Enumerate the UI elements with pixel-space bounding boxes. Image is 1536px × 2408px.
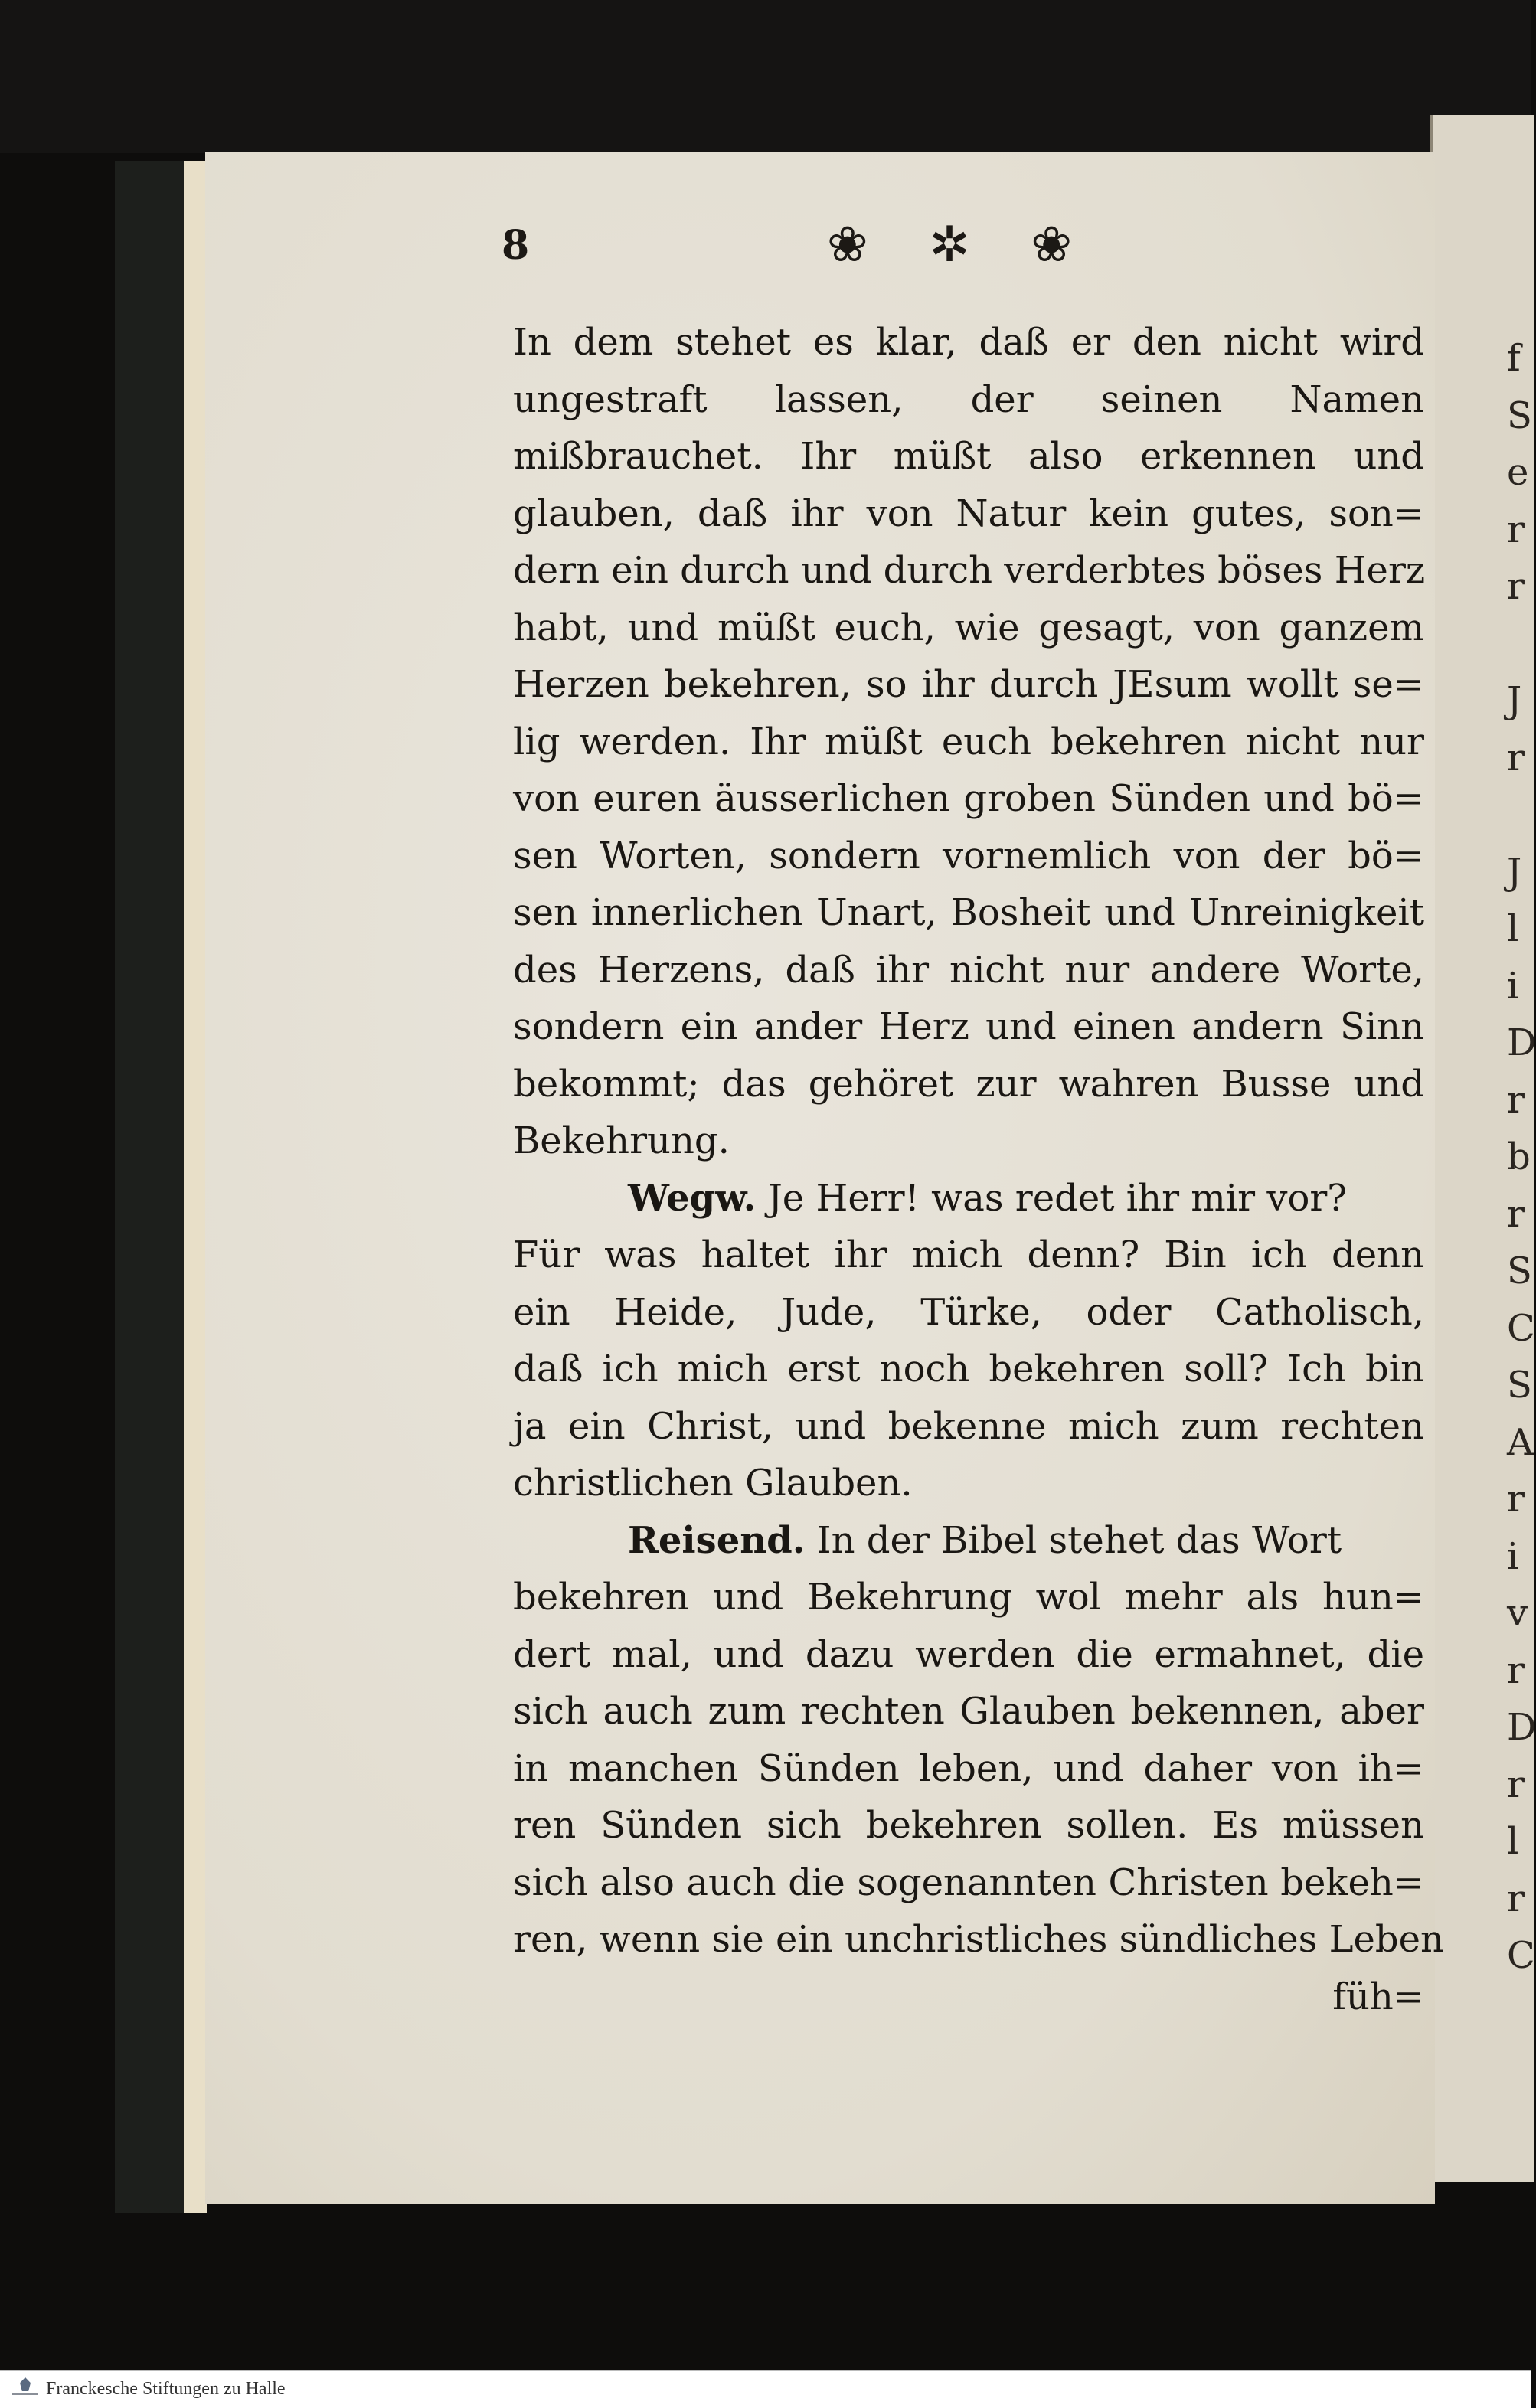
facing-page-letter: S [1507,394,1532,437]
speaker-label: Wegw. [628,1176,757,1220]
line-text: sondern ein ander Herz und einen andern Sinn [513,1005,1424,1048]
text-line [513,828,1424,885]
text-line [513,314,1424,371]
text-line [513,1626,1424,1684]
footer-credit: Franckesche Stiftungen zu Halle [46,2379,286,2399]
facing-page-letter: f [1507,337,1521,380]
text-line [513,542,1424,600]
line-text: daß ich mich erst noch bekehren soll? Ich bin [513,1348,1424,1390]
line-text: des Herzens, daß ihr nicht nur andere Worte, [513,948,1424,992]
text-line [513,998,1424,1056]
line-text: Bekehrung. [513,1119,730,1162]
star-ornament-icon: ✲ [929,217,970,273]
text-line [513,600,1424,657]
text-line [513,1512,1424,1570]
line-text: ein Heide, Jude, Türke, oder Catholisch, [513,1290,1424,1334]
flower-ornament-icon: ❀ [1031,217,1072,273]
facing-page-letter: S [1507,1364,1532,1407]
line-text: ren, wenn sie ein unchristliches sündliches Leben [513,1918,1444,1961]
line-text: füh= [1332,1975,1424,2018]
line-text: sich auch zum rechten Glauben bekennen, aber [513,1690,1424,1733]
facing-page-letter: S [1507,1250,1532,1292]
endpaper-edge [184,161,207,2213]
line-text: sich also auch die sogenannten Christen bekeh= [513,1861,1424,1904]
facing-page-letter: A [1507,1420,1534,1464]
text-line [513,1911,1444,1969]
text-line [513,1797,1424,1854]
facing-page-letter: l [1507,907,1519,950]
text-line [513,884,1424,942]
text-line [513,714,1424,771]
line-text: ren Sünden sich bekehren sollen. Es müssen [513,1804,1424,1847]
text-line [513,1969,1424,2026]
facing-page-letter: r [1507,508,1525,551]
facing-page-letter: D [1507,1706,1536,1749]
line-text: christlichen Glauben. [513,1462,913,1505]
line-text: dern ein durch und durch verderbtes böses Herz [513,549,1426,592]
facing-page-letter: r [1507,1877,1525,1920]
facing-page-letter: D [1507,1021,1536,1064]
facing-page-letter: J [1507,850,1522,894]
line-text: ja ein Christ, und bekenne mich zum rechten [513,1404,1424,1448]
text-line [513,1683,1424,1740]
facing-page-letter: r [1507,1478,1525,1521]
facing-page-letter: r [1507,1648,1525,1692]
line-text: Für was haltet ihr mich denn? Bin ich denn [513,1233,1424,1276]
header-ornament [827,214,1072,276]
line-text: In der Bibel stehet das Wort [816,1518,1342,1562]
line-text: dert mal, und dazu werden die ermahnet, die [513,1632,1424,1676]
text-line [513,942,1424,999]
facing-page-letter: C [1507,1934,1535,1977]
speaker-label: Reisend. [628,1518,806,1562]
text-line [513,1056,1424,1113]
line-text: glauben, daß ihr von Natur kein gutes, son= [513,492,1424,535]
text-line [513,428,1424,485]
facing-page-letter: i [1507,964,1519,1008]
facing-page-letter: i [1507,1534,1519,1578]
line-text: bekommt; das gehöret zur wahren Busse und [513,1062,1424,1106]
line-text: ungestraft lassen, der seinen Namen [513,377,1424,421]
text-line [513,485,1424,543]
facing-page-letter: e [1507,451,1529,494]
facing-page-letter: r [1507,736,1525,779]
line-text: bekehren und Bekehrung wol mehr als hun= [513,1576,1424,1619]
line-text: von euren äusserlichen groben Sünden und bö= [513,777,1424,820]
text-line [513,1740,1424,1798]
line-text: sen Worten, sondern vornemlich von der bö= [513,834,1424,877]
line-text: Je Herr! was redet ihr mir vor? [767,1176,1348,1220]
text-line [513,1398,1424,1456]
facing-page-letter: r [1507,1763,1525,1806]
text-line [513,1170,1424,1227]
flower-ornament-icon: ❀ [827,217,868,273]
institution-logo-icon [11,2377,40,2402]
text-line [513,1113,1424,1170]
line-text: sen innerlichen Unart, Bosheit und Unreinigkeit [513,891,1424,934]
facing-page-letter: r [1507,1078,1525,1122]
line-text: In dem stehet es klar, daß er den nicht wird [513,321,1424,364]
text-line [513,1455,1424,1512]
facing-page-letter: l [1507,1820,1519,1863]
facing-page-letter: v [1507,1592,1528,1635]
text-line [513,371,1424,429]
text-line [513,1341,1424,1398]
line-text: habt, und müßt euch, wie gesagt, von ganzem [513,606,1424,649]
text-line [513,656,1424,714]
facing-page-letter: b [1507,1135,1531,1178]
facing-page-letter: r [1507,1192,1525,1236]
text-line [513,770,1424,828]
facing-page-letter: J [1507,679,1522,722]
line-text: lig werden. Ihr müßt euch bekehren nicht nur [513,720,1424,763]
line-text: Herzen bekehren, so ihr durch JEsum wollt se= [513,663,1424,706]
text-line [513,1227,1424,1284]
text-line [513,1854,1424,1912]
facing-page-letter: C [1507,1306,1535,1350]
text-line [513,1284,1424,1341]
page-text [513,314,1444,2025]
line-text: mißbrauchet. Ihr müßt also erkennen und [513,435,1424,478]
line-text: in manchen Sünden leben, und daher von ih= [513,1746,1424,1790]
background [0,0,1531,153]
footer-bar [0,2370,1531,2408]
book-cover-edge [115,161,186,2213]
facing-page-letter: r [1507,565,1525,608]
text-line [513,1569,1424,1626]
page-number: 8 [502,222,530,269]
